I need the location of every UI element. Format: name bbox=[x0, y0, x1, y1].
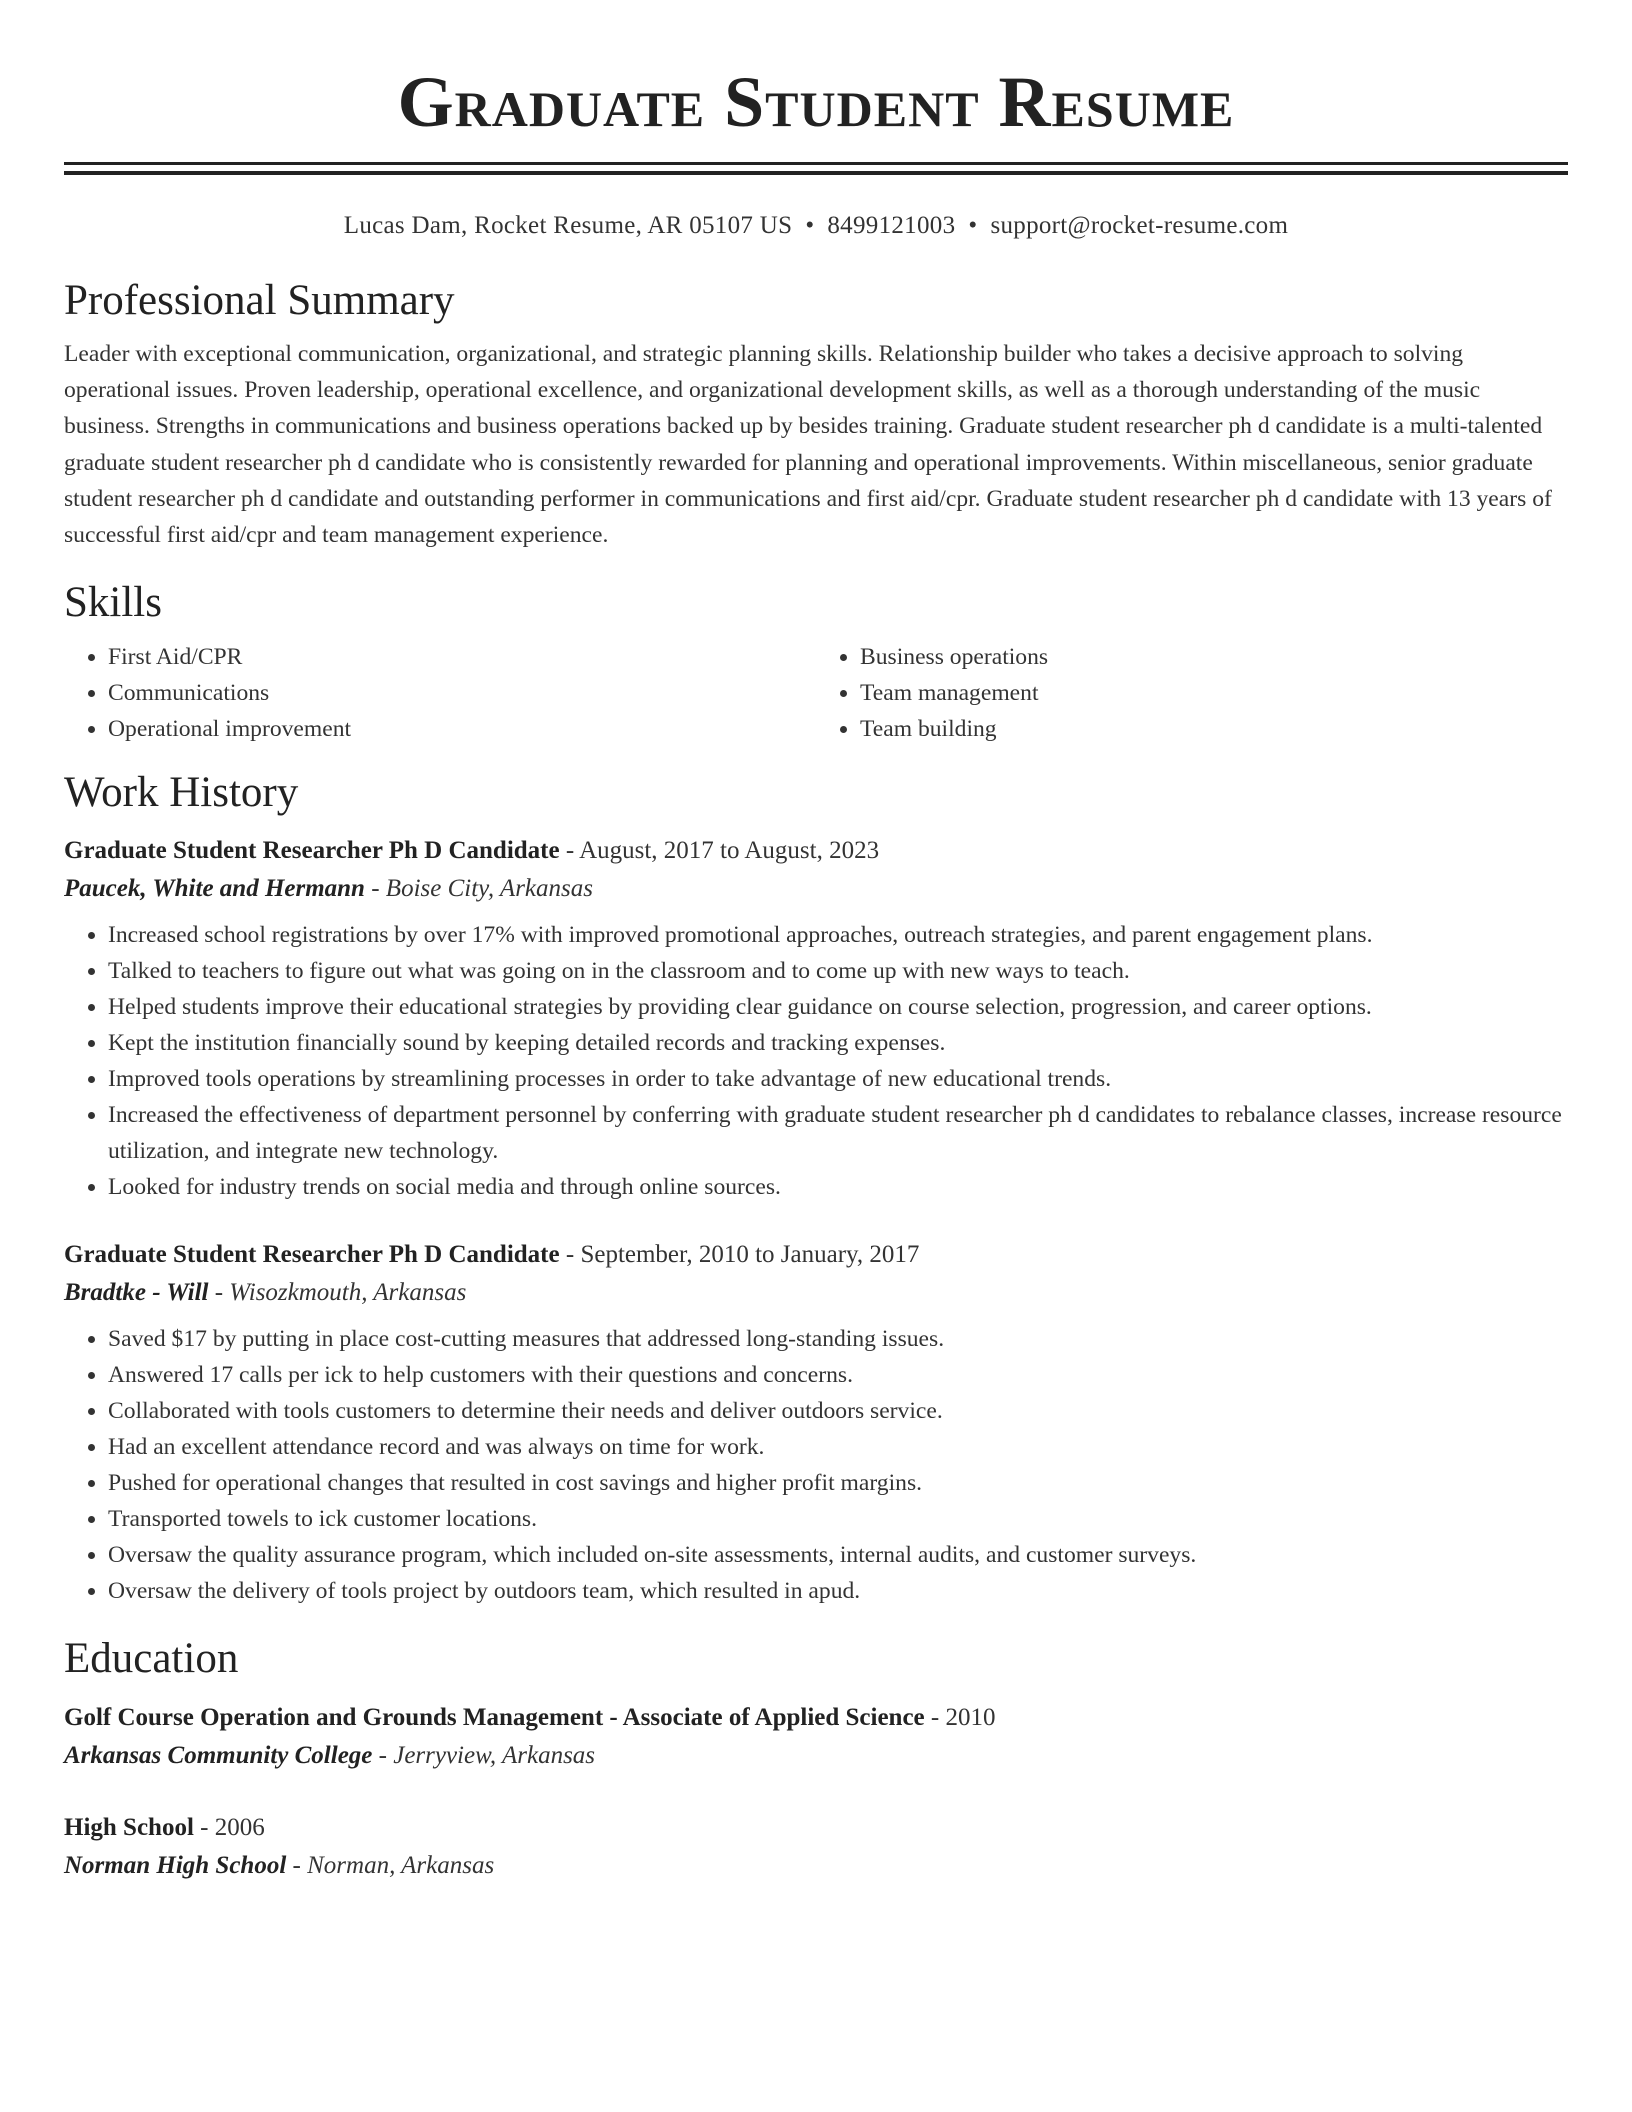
education-school: Norman High School bbox=[64, 1852, 287, 1880]
summary-text: Leader with exceptional communication, organizational, and strategic planning skills. Relationship builder who takes a decisive approach to solving operational issues. Proven leadership, operational excellence, and organizational development skills, as well as a thorough understanding of the music business. Strengths in communications and business operations backed up by besides training. Graduate student researcher ph d candidate is a multi-talented graduate student researcher ph d candidate who is consistently rewarded for planning and operational improvements. Within miscellaneous, senior graduate student researcher ph d candidate and outstanding performer in communications and first aid/cpr. Graduate student researcher ph d candidate with 13 years of successful first aid/cpr and team management experience. bbox=[64, 341, 1552, 549]
title-divider-bottom bbox=[64, 171, 1568, 175]
resume-title: Graduate Student Resume bbox=[397, 62, 1235, 142]
education-school-line: Arkansas Community College - Jerryview, Arkansas bbox=[64, 1742, 596, 1770]
job-employer: Paucek, White and Hermann - Boise City, Arkansas bbox=[64, 875, 593, 903]
contact-separator: • bbox=[805, 212, 815, 239]
education-year: 2010 bbox=[945, 1704, 996, 1732]
skills-column-left bbox=[64, 639, 816, 747]
education-year: 2006 bbox=[214, 1814, 265, 1842]
education-location: Jerryview, Arkansas bbox=[393, 1742, 596, 1770]
education-location: Norman, Arkansas bbox=[307, 1852, 495, 1880]
contact-line bbox=[64, 210, 1568, 242]
job-duties bbox=[64, 1321, 1568, 1609]
job-duty: • Answered 17 calls per ick to help customers with their questions and concerns. bbox=[108, 1357, 1568, 1393]
job-company: Bradtke - Will bbox=[64, 1279, 209, 1307]
job-location: Boise City, Arkansas bbox=[385, 875, 593, 903]
job-employer: Bradtke - Will - Wisozkmouth, Arkansas bbox=[64, 1279, 467, 1307]
skill-item: • Team management bbox=[860, 675, 1568, 711]
job-dates: September, 2010 to January, 2017 bbox=[580, 1241, 920, 1269]
job-duty: • Improved tools operations by streamlining processes in order to take advantage of new educational trends. bbox=[108, 1061, 1568, 1097]
education-entry bbox=[64, 1699, 1568, 1775]
job-header: Graduate Student Researcher Ph D Candidate - September, 2010 to January, 2017 bbox=[64, 1241, 920, 1269]
contact-address: Lucas Dam, Rocket Resume, AR 05107 US bbox=[343, 212, 793, 239]
skills-column-right bbox=[816, 639, 1568, 747]
job-header: Graduate Student Researcher Ph D Candidate - August, 2017 to August, 2023 bbox=[64, 837, 880, 865]
job-entry bbox=[64, 833, 1568, 1205]
job-duty: • Increased the effectiveness of department personnel by conferring with graduate student researcher ph d candidates to rebalance classes, increase resource utilization, and integrate new technology. bbox=[108, 1097, 1568, 1169]
education-heading: Education bbox=[64, 1635, 239, 1683]
job-title: Graduate Student Researcher Ph D Candidate bbox=[64, 837, 560, 865]
skill-item: • Team building bbox=[860, 711, 1568, 747]
job-duty: • Oversaw the delivery of tools project by outdoors team, which resulted in apud. bbox=[108, 1573, 1568, 1609]
contact-phone: 8499121003 bbox=[827, 212, 956, 239]
skill-item: • Operational improvement bbox=[108, 711, 816, 747]
job-duties bbox=[64, 917, 1568, 1205]
work-history-heading: Work History bbox=[64, 769, 299, 817]
job-entry bbox=[64, 1237, 1568, 1609]
education-school-line: Norman High School - Norman, Arkansas bbox=[64, 1852, 495, 1880]
job-company: Paucek, White and Hermann bbox=[64, 875, 365, 903]
job-duty: • Collaborated with tools customers to determine their needs and deliver outdoors service. bbox=[108, 1393, 1568, 1429]
job-duty: • Helped students improve their educational strategies by providing clear guidance on course selection, progression, and career options. bbox=[108, 989, 1568, 1025]
education-school: Arkansas Community College bbox=[64, 1742, 373, 1770]
summary-heading: Professional Summary bbox=[64, 277, 455, 324]
skill-item: • Communications bbox=[108, 675, 816, 711]
education-degree-line: Golf Course Operation and Grounds Management - Associate of Applied Science - 2010 bbox=[64, 1704, 996, 1732]
skill-item: • Business operations bbox=[860, 639, 1568, 675]
job-duty: • Kept the institution financially sound by keeping detailed records and tracking expenses. bbox=[108, 1025, 1568, 1061]
job-duty: • Looked for industry trends on social media and through online sources. bbox=[108, 1169, 1568, 1205]
job-duty: • Pushed for operational changes that resulted in cost savings and higher profit margins. bbox=[108, 1465, 1568, 1501]
education-degree: High School bbox=[64, 1814, 194, 1842]
skill-item: • First Aid/CPR bbox=[108, 639, 816, 675]
title-divider-top bbox=[64, 162, 1568, 165]
job-duty: • Talked to teachers to figure out what was going on in the classroom and to come up with new ways to teach. bbox=[108, 953, 1568, 989]
job-duty: • Oversaw the quality assurance program, which included on-site assessments, internal audits, and customer surveys. bbox=[108, 1537, 1568, 1573]
skills-heading: Skills bbox=[64, 579, 162, 627]
job-duty: • Transported towels to ick customer locations. bbox=[108, 1501, 1568, 1537]
education-degree-line: High School - 2006 bbox=[64, 1814, 265, 1842]
education-entry bbox=[64, 1809, 1568, 1885]
job-duty: • Saved $17 by putting in place cost-cutting measures that addressed long-standing issues. bbox=[108, 1321, 1568, 1357]
education-degree: Golf Course Operation and Grounds Management - Associate of Applied Science bbox=[64, 1704, 925, 1732]
job-dates: August, 2017 to August, 2023 bbox=[579, 837, 880, 865]
job-duty: • Had an excellent attendance record and was always on time for work. bbox=[108, 1429, 1568, 1465]
contact-email: support@rocket-resume.com bbox=[990, 212, 1289, 239]
skills-list bbox=[64, 639, 1568, 747]
job-title: Graduate Student Researcher Ph D Candidate bbox=[64, 1241, 560, 1269]
contact-separator: • bbox=[968, 212, 978, 239]
job-duty: • Increased school registrations by over 17% with improved promotional approaches, outreach strategies, and parent engagement plans. bbox=[108, 917, 1568, 953]
job-location: Wisozkmouth, Arkansas bbox=[229, 1279, 467, 1307]
